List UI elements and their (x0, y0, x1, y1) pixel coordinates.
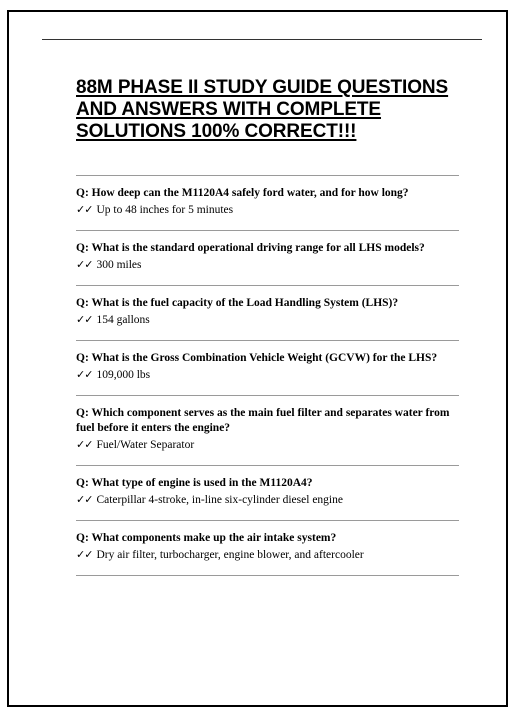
answer-line (76, 492, 459, 508)
question-text: Q: What components make up the air intake system? (76, 532, 337, 544)
question-text: Q: What is the Gross Combination Vehicle Weight (GCVW) for the LHS? (76, 352, 438, 364)
qa-item (76, 521, 459, 575)
answer-text: Caterpillar 4-stroke, in-line six-cylinder diesel engine (96, 494, 343, 506)
answer-text: 109,000 lbs (96, 369, 151, 381)
question-text: Q: How deep can the M1120A4 safely ford water, and for how long? (76, 187, 409, 199)
question-text: Q: What is the fuel capacity of the Load Handling System (LHS)? (76, 297, 399, 309)
double-check-icon: ✓✓ (76, 438, 93, 451)
answer-text: 300 miles (96, 259, 142, 271)
answer-line (76, 312, 459, 328)
qa-item (76, 466, 459, 520)
question-text: Q: Which component serves as the main fuel filter and separates water from fuel before it enters the engine? (76, 407, 450, 434)
double-check-icon: ✓✓ (76, 548, 93, 561)
page-frame (7, 10, 508, 707)
qa-item (76, 396, 459, 465)
answer-text: Up to 48 inches for 5 minutes (96, 204, 234, 216)
divider (76, 575, 459, 576)
double-check-icon: ✓✓ (76, 203, 93, 216)
double-check-icon: ✓✓ (76, 493, 93, 506)
question-text: Q: What is the standard operational driving range for all LHS models? (76, 242, 425, 254)
double-check-icon: ✓✓ (76, 368, 93, 381)
double-check-icon: ✓✓ (76, 258, 93, 271)
answer-text: Fuel/Water Separator (96, 439, 195, 451)
qa-item (76, 176, 459, 230)
answer-line (76, 437, 459, 453)
answer-line (76, 367, 459, 383)
answer-text: 154 gallons (96, 314, 150, 326)
top-rule (42, 39, 482, 40)
answer-line (76, 202, 459, 218)
double-check-icon: ✓✓ (76, 313, 93, 326)
answer-line (76, 257, 459, 273)
qa-item (76, 341, 459, 395)
document-title: 88M PHASE II STUDY GUIDE QUESTIONS AND ANSWERS WITH COMPLETE SOLUTIONS 100% CORRECT!!! (76, 77, 449, 142)
qa-list (76, 175, 459, 576)
answer-text: Dry air filter, turbocharger, engine blower, and aftercooler (96, 549, 364, 561)
qa-item (76, 286, 459, 340)
qa-item (76, 231, 459, 285)
answer-line (76, 547, 459, 563)
question-text: Q: What type of engine is used in the M1120A4? (76, 477, 313, 489)
